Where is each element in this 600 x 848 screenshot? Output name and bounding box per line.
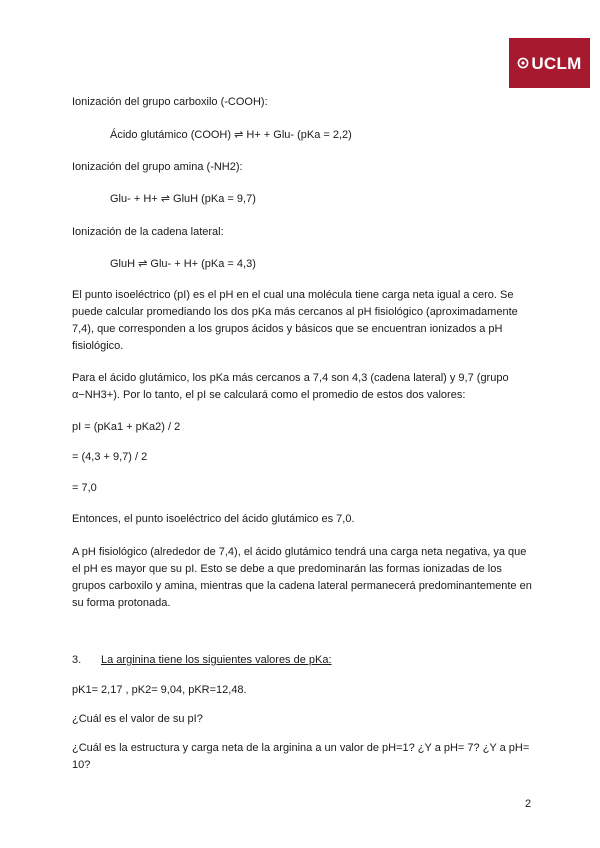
- formula-line-3: = 7,0: [72, 482, 97, 494]
- uclm-logo: [509, 38, 590, 88]
- side-chain-equation: GluH ⇌ Glu- + H+ (pKa = 4,3): [110, 258, 256, 270]
- pk-values: pK1= 2,17 , pK2= 9,04, pKR=12,48.: [72, 684, 247, 696]
- carboxyl-title: Ionización del grupo carboxilo (-COOH):: [72, 96, 268, 108]
- side-chain-title: Ionización de la cadena lateral:: [72, 226, 224, 238]
- amine-title: Ionización del grupo amina (-NH2):: [72, 161, 243, 173]
- question-structure: ¿Cuál es la estructura y carga neta de la arginina a un valor de pH=1? ¿Y a pH= 7? ¿Y a pH= 10?: [72, 742, 530, 771]
- ucl-seal-icon: [517, 57, 529, 69]
- isoelectric-definition: El punto isoeléctrico (pI) es el pH en el cual una molécula tiene carga neta igual a cero. Se puede calcular promediando los dos pKa más cercanos al pH fisiológico (aproximadamente 7,4), que corresponden a los grupos ácidos y básicos que se encuentran ionizados a pH fisiológico.: [72, 289, 518, 352]
- formula-line-1: pI = (pKa1 + pKa2) / 2: [72, 421, 181, 433]
- physiological-paragraph: A pH fisiológico (alrededor de 7,4), el ácido glutámico tendrá una carga neta negativa, ya que el pH es mayor que su pI. Esto se debe a que predominarán las formas ionizadas de los grupos carboxilo y amina, mientras que la cadena lateral permanecerá predominantemente en su forma protonada.: [72, 546, 532, 609]
- question-title: La arginina tiene los siguientes valores de pKa:: [101, 654, 332, 666]
- question-number: 3.: [72, 654, 82, 666]
- glutamic-paragraph: Para el ácido glutámico, los pKa más cercanos a 7,4 son 4,3 (cadena lateral) y 9,7 (grupo α−NH3+). Por lo tanto, el pI se calculará como el promedio de estos dos valores:: [72, 372, 509, 401]
- carboxyl-equation: Ácido glutámico (COOH) ⇌ H+ + Glu- (pKa = 2,2): [110, 129, 352, 141]
- formula-line-2: = (4,3 + 9,7) / 2: [72, 451, 148, 463]
- page-number: 2: [525, 798, 532, 810]
- question-heading: [72, 652, 332, 669]
- amine-equation: Glu- + H+ ⇌ GluH (pKa = 9,7): [110, 193, 256, 205]
- conclusion: Entonces, el punto isoeléctrico del ácido glutámico es 7,0.: [72, 513, 355, 525]
- logo-text: UCLM: [531, 54, 582, 73]
- question-pi: ¿Cuál es el valor de su pI?: [72, 713, 203, 725]
